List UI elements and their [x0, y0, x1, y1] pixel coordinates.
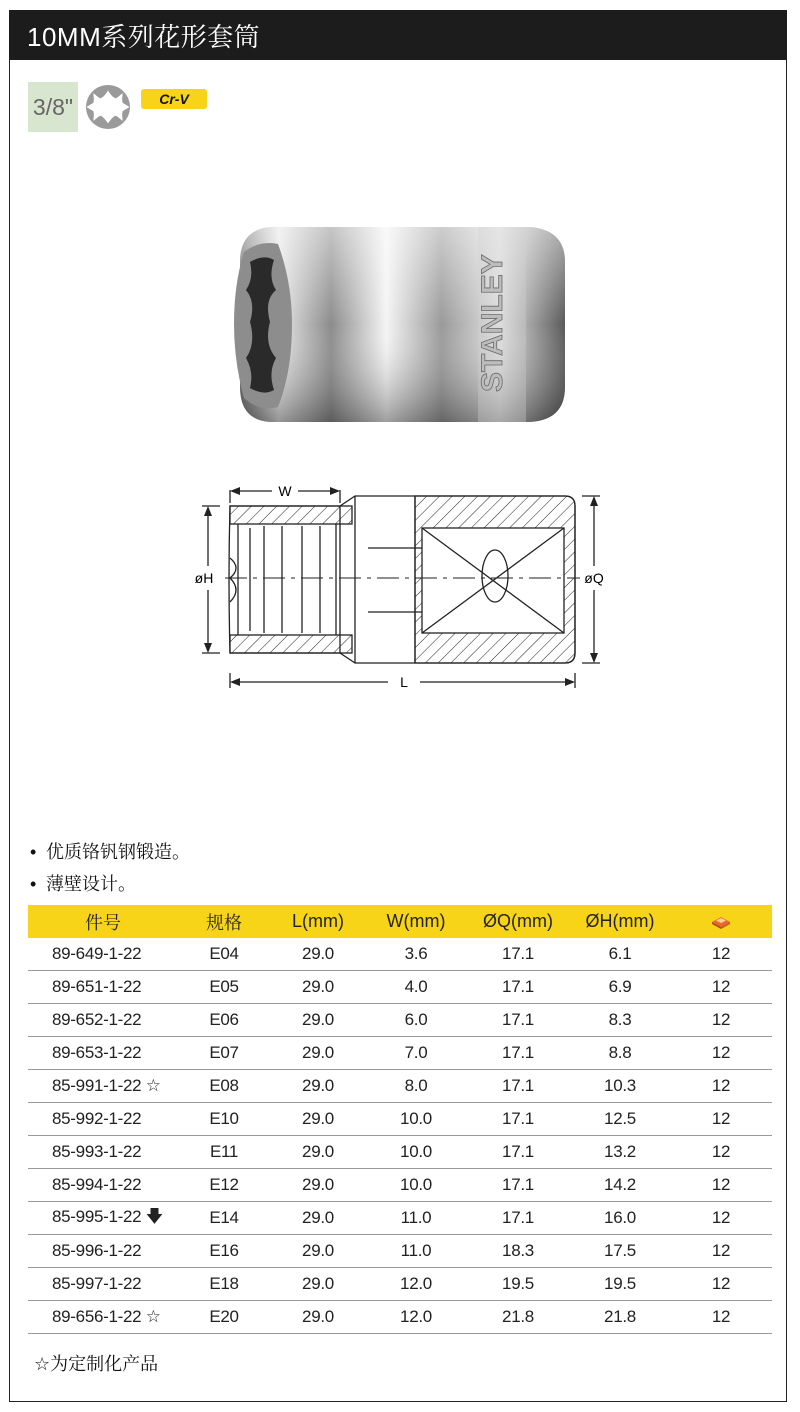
- table-cell: 12: [670, 1037, 772, 1070]
- table-row: [28, 1301, 772, 1334]
- table-cell: 85-994-1-22: [28, 1169, 178, 1202]
- footnote: ☆为定制化产品: [34, 1354, 159, 1374]
- table-cell: 85-992-1-22: [28, 1103, 178, 1136]
- table-cell: 17.1: [466, 938, 570, 971]
- col-spec: 规格: [178, 905, 270, 938]
- table-cell: 18.3: [466, 1235, 570, 1268]
- table-cell: E07: [178, 1037, 270, 1070]
- table-cell: 17.1: [466, 1070, 570, 1103]
- table-cell: 10.0: [366, 1136, 466, 1169]
- col-width: W(mm): [366, 905, 466, 938]
- table-row: [28, 1136, 772, 1169]
- table-row: [28, 1202, 772, 1235]
- socket-photo: [230, 222, 570, 427]
- table-cell: 89-649-1-22: [28, 938, 178, 971]
- table-cell: 29.0: [270, 1004, 366, 1037]
- table-cell: E06: [178, 1004, 270, 1037]
- table-row: [28, 1070, 772, 1103]
- table-cell: 21.8: [466, 1301, 570, 1334]
- table-cell: 12.5: [570, 1103, 670, 1136]
- table-cell: E11: [178, 1136, 270, 1169]
- table-cell: 12: [670, 1136, 772, 1169]
- col-quantity: [670, 905, 772, 938]
- feature-item: • 优质铬钒钢锻造。: [30, 836, 190, 868]
- table-cell: 17.1: [466, 971, 570, 1004]
- table-cell: 12: [670, 1235, 772, 1268]
- spec-table: [28, 905, 772, 1334]
- table-cell: 12: [670, 971, 772, 1004]
- table-cell: 29.0: [270, 1037, 366, 1070]
- feature-item: • 薄壁设计。: [30, 868, 190, 900]
- table-cell: 8.0: [366, 1070, 466, 1103]
- table-cell: 29.0: [270, 1202, 366, 1235]
- table-cell: 6.9: [570, 971, 670, 1004]
- table-cell: 17.1: [466, 1004, 570, 1037]
- table-cell: 13.2: [570, 1136, 670, 1169]
- table-cell: 29.0: [270, 1301, 366, 1334]
- table-cell: 19.5: [466, 1268, 570, 1301]
- table-row: [28, 1268, 772, 1301]
- table-cell: E08: [178, 1070, 270, 1103]
- page-title: [9, 10, 787, 60]
- title-text: 10MM系列花形套筒: [27, 21, 261, 52]
- table-row: [28, 1235, 772, 1268]
- table-cell: 4.0: [366, 971, 466, 1004]
- table-cell: 3.6: [366, 938, 466, 971]
- table-cell: E16: [178, 1235, 270, 1268]
- table-row: [28, 1037, 772, 1070]
- table-cell: 29.0: [270, 1136, 366, 1169]
- table-cell: 6.0: [366, 1004, 466, 1037]
- table-cell: E18: [178, 1268, 270, 1301]
- table-cell: 17.5: [570, 1235, 670, 1268]
- dim-label-q: øQ: [584, 570, 604, 586]
- table-cell: 19.5: [570, 1268, 670, 1301]
- table-cell: 17.1: [466, 1037, 570, 1070]
- table-row: [28, 1004, 772, 1037]
- table-cell: E05: [178, 971, 270, 1004]
- col-length: L(mm): [270, 905, 366, 938]
- table-cell: 12: [670, 1070, 772, 1103]
- table-row: [28, 1169, 772, 1202]
- drive-size-badge: 3/8": [28, 82, 78, 132]
- table-cell: E04: [178, 938, 270, 971]
- table-cell: 89-653-1-22: [28, 1037, 178, 1070]
- table-cell: 85-996-1-22: [28, 1235, 178, 1268]
- table-cell: 17.1: [466, 1103, 570, 1136]
- spec-badges: [28, 82, 207, 132]
- col-outer-dia: ØQ(mm): [466, 905, 570, 938]
- feature-list: [30, 836, 190, 900]
- table-cell: 85-995-1-22 🡇: [28, 1202, 178, 1235]
- table-cell: 16.0: [570, 1202, 670, 1235]
- table-cell: 14.2: [570, 1169, 670, 1202]
- table-cell: 11.0: [366, 1202, 466, 1235]
- table-header-row: [28, 905, 772, 938]
- table-cell: 29.0: [270, 1235, 366, 1268]
- table-cell: E14: [178, 1202, 270, 1235]
- col-head-dia: ØH(mm): [570, 905, 670, 938]
- torx-star-icon: [83, 82, 133, 132]
- table-cell: 89-656-1-22 ☆: [28, 1301, 178, 1334]
- table-cell: 12: [670, 1103, 772, 1136]
- table-row: [28, 938, 772, 971]
- table-row: [28, 1103, 772, 1136]
- table-cell: 12: [670, 1268, 772, 1301]
- table-cell: 17.1: [466, 1202, 570, 1235]
- material-badge: Cr-V: [141, 89, 207, 109]
- table-cell: 10.0: [366, 1169, 466, 1202]
- table-cell: 17.1: [466, 1169, 570, 1202]
- table-cell: 29.0: [270, 971, 366, 1004]
- brand-engraving: STANLEY: [476, 254, 509, 392]
- table-cell: 85-991-1-22 ☆: [28, 1070, 178, 1103]
- table-cell: E20: [178, 1301, 270, 1334]
- table-cell: 12: [670, 1301, 772, 1334]
- table-cell: 12: [670, 1202, 772, 1235]
- table-cell: 12.0: [366, 1301, 466, 1334]
- table-cell: 12: [670, 1169, 772, 1202]
- table-cell: 29.0: [270, 1103, 366, 1136]
- dimension-drawing: [190, 478, 610, 693]
- table-cell: 89-652-1-22: [28, 1004, 178, 1037]
- table-cell: 29.0: [270, 1268, 366, 1301]
- table-row: [28, 971, 772, 1004]
- table-cell: 8.3: [570, 1004, 670, 1037]
- box-quantity-icon: [710, 914, 732, 930]
- table-cell: 7.0: [366, 1037, 466, 1070]
- table-cell: 10.3: [570, 1070, 670, 1103]
- dim-label-h: øH: [194, 570, 214, 586]
- table-cell: 8.8: [570, 1037, 670, 1070]
- table-cell: 12: [670, 938, 772, 971]
- table-cell: 10.0: [366, 1103, 466, 1136]
- dim-label-l: L: [400, 674, 408, 690]
- table-cell: 29.0: [270, 938, 366, 971]
- table-cell: 29.0: [270, 1169, 366, 1202]
- table-cell: 11.0: [366, 1235, 466, 1268]
- col-part-number: 件号: [28, 905, 178, 938]
- dim-label-w: W: [278, 483, 292, 499]
- table-cell: 12.0: [366, 1268, 466, 1301]
- table-cell: 17.1: [466, 1136, 570, 1169]
- table-cell: E12: [178, 1169, 270, 1202]
- table-cell: 12: [670, 1004, 772, 1037]
- table-cell: E10: [178, 1103, 270, 1136]
- table-cell: 85-997-1-22: [28, 1268, 178, 1301]
- table-cell: 29.0: [270, 1070, 366, 1103]
- table-cell: 21.8: [570, 1301, 670, 1334]
- table-cell: 6.1: [570, 938, 670, 971]
- table-cell: 85-993-1-22: [28, 1136, 178, 1169]
- table-cell: 89-651-1-22: [28, 971, 178, 1004]
